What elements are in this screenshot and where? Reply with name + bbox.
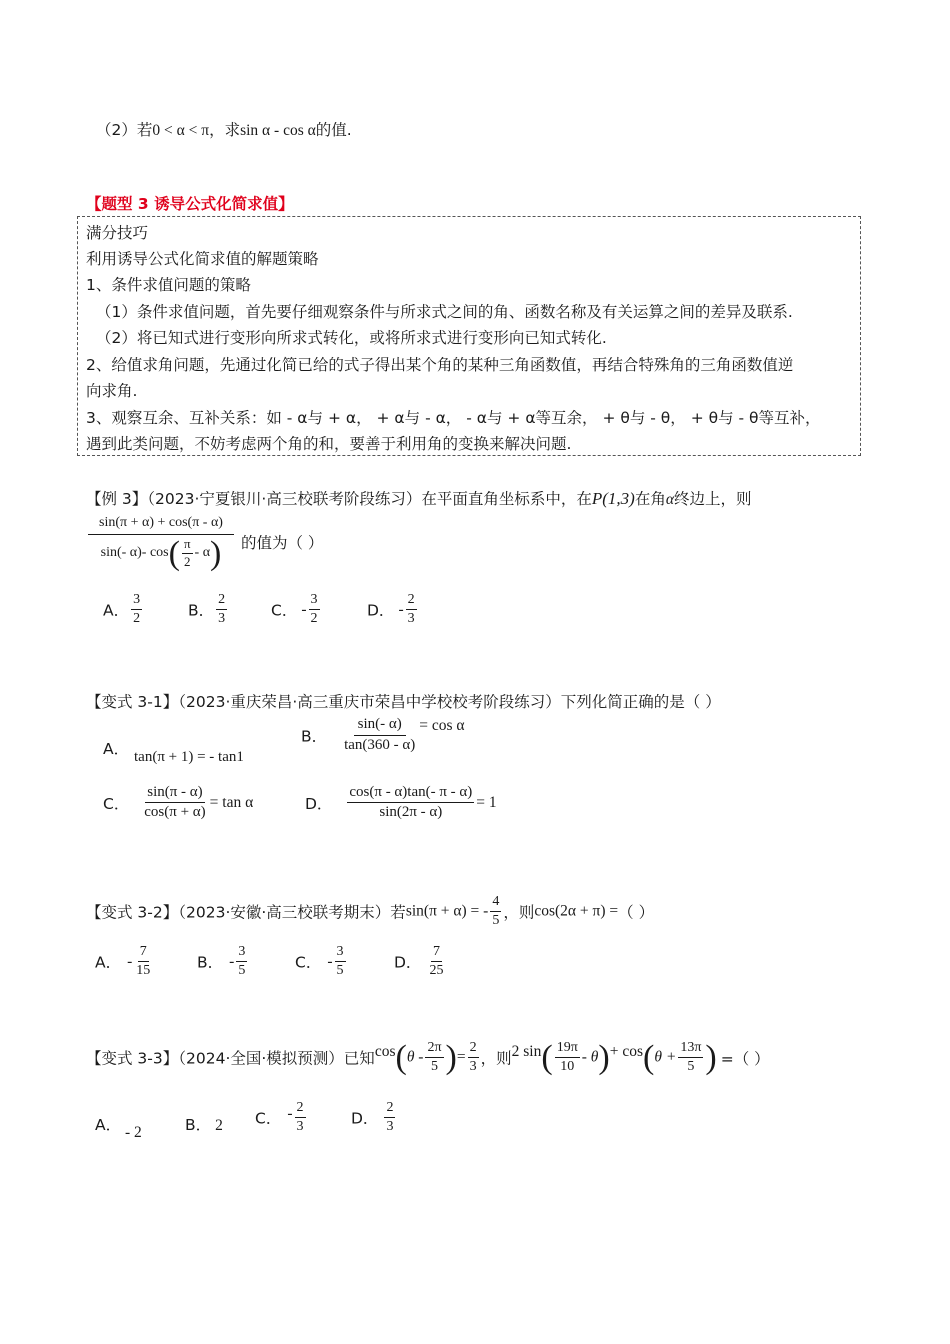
v32-option-c[interactable] bbox=[295, 944, 348, 979]
v32-stem bbox=[86, 894, 654, 929]
ex3-den-part-b: - α bbox=[194, 545, 211, 561]
v33-option-c-sign: - bbox=[287, 1104, 293, 1122]
v33-option-c-den: 3 bbox=[296, 1119, 304, 1135]
v33-f2-den: 3 bbox=[469, 1059, 477, 1075]
ex3-angle: α bbox=[665, 491, 674, 508]
v33-eq: = bbox=[456, 1048, 466, 1066]
v33-option-d[interactable] bbox=[351, 1100, 397, 1135]
v31-option-b-den: tan(360 - α) bbox=[344, 737, 416, 754]
v33-source: （2024·全国·模拟预测）已知 bbox=[178, 1049, 375, 1068]
v31-option-c-rhs: = tan α bbox=[209, 793, 254, 811]
v33-option-c-num: 2 bbox=[295, 1100, 306, 1118]
ex3-option-c-den: 2 bbox=[310, 611, 318, 627]
v33-option-a[interactable] bbox=[95, 1113, 121, 1135]
v33-f4-num: 13π bbox=[678, 1040, 703, 1058]
v33-option-a-label: A． bbox=[95, 1116, 122, 1134]
box-line-5: （2）将已知式进行变形向所求式转化，或将所求式进行变形向已知式转化. bbox=[96, 329, 607, 347]
v33-f1-num: 2π bbox=[425, 1040, 443, 1058]
ex3-mid: 在角 bbox=[634, 490, 666, 508]
v33-option-d-num: 2 bbox=[384, 1100, 395, 1118]
v33-f3-num: 19π bbox=[555, 1040, 580, 1058]
v32-option-d[interactable] bbox=[394, 944, 447, 979]
v33-tail: =（ ） bbox=[720, 1049, 770, 1068]
v33-cos: cos bbox=[374, 1042, 396, 1060]
v33-paren-2r: ) bbox=[598, 1039, 610, 1076]
box-line-4: （1）条件求值问题，首先要仔细观察条件与所求式之间的角、函数名称及有关运算之间的差异及联系. bbox=[96, 303, 793, 321]
v32-source: （2023·安徽·高三校联考期末）若 bbox=[178, 903, 406, 922]
part2-line bbox=[96, 118, 352, 140]
ex3-two: 2 bbox=[183, 553, 191, 569]
ex3-option-a[interactable] bbox=[103, 592, 144, 627]
v31-option-d-rhs: = 1 bbox=[476, 793, 497, 811]
part2-label: （2）若 bbox=[96, 121, 153, 139]
v31-option-b[interactable] bbox=[301, 716, 465, 755]
ex3-tail: 终边上，则 bbox=[673, 490, 752, 508]
v33-option-b-label: B． bbox=[185, 1116, 212, 1134]
v33-minus-theta: - θ bbox=[581, 1048, 599, 1066]
box-line-7: 向求角. bbox=[86, 382, 138, 400]
v31-option-d-den: sin(2π - α) bbox=[379, 804, 443, 821]
ex3-stem bbox=[86, 487, 752, 509]
v33-two-sin: 2 sin bbox=[511, 1042, 542, 1060]
v33-f4-den: 5 bbox=[687, 1059, 695, 1075]
v33-mid: ，则 bbox=[480, 1049, 512, 1068]
v33-tag: 【变式 3-3】 bbox=[86, 1049, 179, 1068]
v32-cond-den: 5 bbox=[492, 913, 500, 929]
v33-stem bbox=[86, 1040, 770, 1075]
box-line-2: 利用诱导公式化简求值的解题策略 bbox=[86, 250, 319, 268]
ex3-option-d[interactable] bbox=[367, 592, 419, 627]
v31-option-c-label: C． bbox=[103, 794, 130, 813]
ex3-option-a-num: 3 bbox=[131, 592, 142, 610]
v32-tail: （ ） bbox=[618, 903, 655, 922]
v32-option-a[interactable] bbox=[95, 944, 154, 979]
v33-f3-den: 10 bbox=[560, 1059, 575, 1075]
v33-option-d-label: D． bbox=[351, 1109, 379, 1128]
v33-paren-1r: ) bbox=[445, 1039, 457, 1076]
v33-plus-cos: + cos bbox=[609, 1042, 644, 1060]
ex3-option-c-sign: - bbox=[301, 600, 307, 618]
ex3-option-d-num: 2 bbox=[406, 592, 417, 610]
v33-option-c-label: C． bbox=[255, 1109, 282, 1128]
v32-option-b-num: 3 bbox=[236, 944, 247, 962]
ex3-pi: π bbox=[182, 537, 193, 554]
ex3-option-c[interactable] bbox=[271, 592, 322, 627]
v33-theta-plus: θ + bbox=[654, 1048, 677, 1066]
v31-option-c-den: cos(π + α) bbox=[144, 804, 206, 821]
v33-option-d-den: 3 bbox=[386, 1119, 394, 1135]
v32-option-c-den: 5 bbox=[336, 963, 344, 979]
v33-option-c[interactable] bbox=[255, 1100, 308, 1135]
v32-option-d-den: 25 bbox=[429, 963, 444, 979]
v33-option-b[interactable] bbox=[185, 1113, 223, 1135]
ex3-option-b[interactable] bbox=[188, 592, 229, 627]
v31-option-d-num: cos(π - α)tan(- π - α) bbox=[347, 784, 474, 803]
ex3-option-a-den: 2 bbox=[133, 611, 141, 627]
box-line-1: 满分技巧 bbox=[86, 224, 149, 242]
v31-option-a-expr: tan(π + 1) = - tan1 bbox=[134, 749, 244, 765]
v33-theta-minus: θ - bbox=[406, 1048, 424, 1066]
v31-option-c[interactable] bbox=[103, 784, 253, 822]
v32-cond-num: 4 bbox=[490, 894, 501, 912]
v31-tag: 【变式 3-1】 bbox=[86, 693, 179, 711]
ex3-fraction bbox=[88, 515, 323, 570]
ex3-tag: 【例 3】 bbox=[86, 490, 148, 508]
box-line-9: 遇到此类问题，不妨考虑两个角的和，要善于利用角的变换来解决问题. bbox=[86, 435, 572, 453]
v32-option-c-label: C． bbox=[295, 953, 322, 972]
ex3-pi-over-2 bbox=[182, 537, 193, 570]
v31-option-a-label: A． bbox=[103, 740, 130, 758]
v32-option-a-label: A． bbox=[95, 953, 122, 972]
v31-option-d-label: D． bbox=[305, 794, 333, 813]
v31-option-b-label: B． bbox=[301, 727, 328, 746]
part2-tail: 的值. bbox=[315, 121, 352, 139]
ex3-den-part-a: sin(- α)- cos bbox=[100, 545, 169, 561]
v32-option-b-sign: - bbox=[229, 952, 235, 970]
ex3-option-d-den: 3 bbox=[407, 611, 415, 627]
section-heading: 【题型 3 诱导公式化简求值】 bbox=[86, 195, 294, 213]
v32-mid: ，则 bbox=[503, 903, 535, 922]
v33-f2-num: 2 bbox=[468, 1040, 479, 1058]
v31-option-d[interactable] bbox=[305, 784, 497, 822]
v32-option-d-label: D． bbox=[394, 953, 422, 972]
ex3-option-c-num: 3 bbox=[309, 592, 320, 610]
ex3-option-a-label: A． bbox=[103, 601, 130, 620]
v32-option-a-den: 15 bbox=[136, 963, 151, 979]
v31-option-c-num: sin(π - α) bbox=[145, 784, 204, 803]
part2-mid: ，求 bbox=[209, 121, 241, 139]
box-line-6: 2、给值求角问题，先通过化简已给的式子得出某个角的某种三角函数值，再结合特殊角的三角函数值逆 bbox=[86, 356, 794, 374]
v32-option-c-num: 3 bbox=[335, 944, 346, 962]
v33-f1-den: 5 bbox=[431, 1059, 438, 1075]
ex3-option-c-label: C． bbox=[271, 601, 298, 620]
ex3-left-paren: ( bbox=[168, 534, 180, 572]
ex3-option-b-label: B． bbox=[188, 601, 215, 620]
v33-paren-3r: ) bbox=[705, 1039, 717, 1076]
v31-option-a[interactable] bbox=[103, 737, 129, 759]
v31-stem bbox=[86, 690, 721, 712]
ex3-numerator: sin(π + α) + cos(π - α) bbox=[88, 515, 234, 535]
v32-option-d-num: 7 bbox=[431, 944, 442, 962]
ex3-option-d-sign: - bbox=[398, 600, 404, 618]
v32-ask: cos(2α + π) = bbox=[534, 902, 619, 920]
v33-option-b-value: 2 bbox=[215, 1117, 223, 1134]
v33-paren-2l: ( bbox=[541, 1039, 553, 1076]
v33-option-a-value: - 2 bbox=[125, 1124, 142, 1141]
ex3-point: P(1,3) bbox=[591, 489, 635, 508]
ex3-after: 的值为（ ） bbox=[240, 534, 324, 553]
ex3-source: （2023·宁夏银川·高三校联考阶段练习）在平面直角坐标系中，在 bbox=[147, 490, 592, 508]
box-line-8: 3、观察互余、互补关系：如 - α与 + α， + α与 - α， - α与 + α等互余， + θ与 - θ， + θ与 - θ等互补， bbox=[86, 409, 821, 427]
ex3-option-d-label: D． bbox=[367, 601, 395, 620]
ex3-option-b-den: 3 bbox=[218, 611, 226, 627]
v33-paren-1l: ( bbox=[395, 1039, 407, 1076]
v32-condition: sin(π + α) = - bbox=[405, 902, 489, 920]
v32-option-b-den: 5 bbox=[238, 963, 246, 979]
v32-tag: 【变式 3-2】 bbox=[86, 903, 179, 922]
v31-option-b-num: sin(- α) bbox=[354, 716, 406, 736]
v31-option-b-rhs: = cos α bbox=[419, 717, 465, 735]
v31-source: （2023·重庆荣昌·高三重庆市荣昌中学校校考阶段练习）下列化简正确的是（ ） bbox=[178, 693, 721, 711]
v32-option-b-label: B． bbox=[197, 953, 224, 972]
part2-expression: sin α - cos α bbox=[240, 122, 316, 139]
part2-condition: 0 < α < π bbox=[152, 122, 210, 139]
v32-option-a-num: 7 bbox=[138, 944, 149, 962]
ex3-right-paren: ) bbox=[210, 534, 222, 572]
v32-option-c-sign: - bbox=[327, 952, 333, 970]
v32-option-a-sign: - bbox=[127, 952, 133, 970]
v32-option-b[interactable] bbox=[197, 944, 249, 979]
v33-paren-3l: ( bbox=[643, 1039, 655, 1076]
box-line-3: 1、条件求值问题的策略 bbox=[86, 276, 251, 294]
ex3-option-b-num: 2 bbox=[216, 592, 227, 610]
ex3-denominator bbox=[101, 535, 222, 570]
